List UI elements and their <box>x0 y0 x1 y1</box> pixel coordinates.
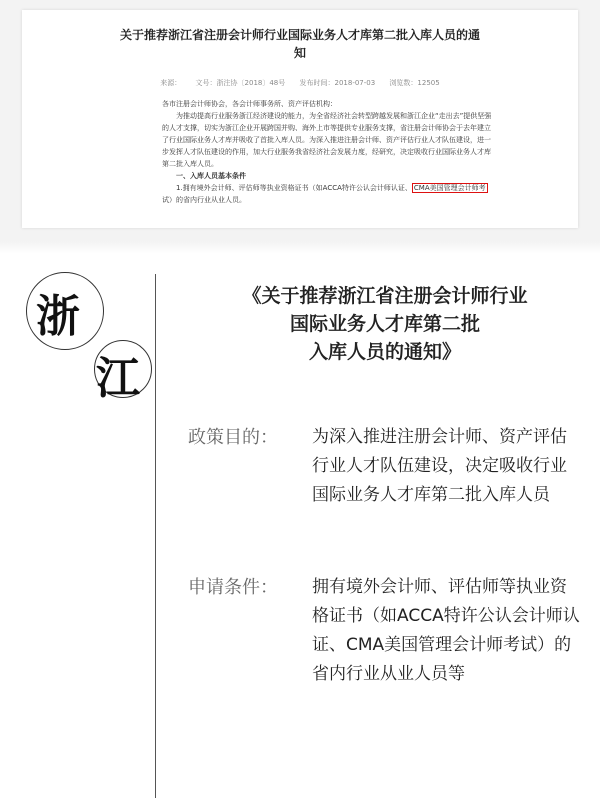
province-char-zhe: 浙 <box>36 291 80 342</box>
policy-value: 为深入推进注册会计师、资产评估行业人才队伍建设，决定吸收行业国际业务人才库第二批入库人员 <box>312 427 567 505</box>
vertical-divider <box>155 274 156 798</box>
blur-divider <box>0 240 600 254</box>
document-card <box>22 10 578 228</box>
province-char-jiang: 江 <box>96 353 140 404</box>
main-title-line1: 《关于推荐浙江省注册会计师行业 <box>242 285 528 307</box>
apply-label: 申请条件： <box>188 577 278 598</box>
highlight-box: CMA美国管理会计师考 <box>413 184 486 192</box>
main-title <box>190 282 580 366</box>
main-title-line2: 国际业务人才库第二批 <box>289 313 480 335</box>
section-heading: 一、入库人员基本条件 <box>176 172 246 180</box>
apply-value: 拥有境外会计师、评估师等执业资格证书（如ACCA特许公认会计师认证、CMA美国管理会计师考试）的省内行业从业人员等 <box>312 577 580 684</box>
meta-publish-time: 发布时间：2018-07-03 <box>299 79 376 87</box>
meta-views: 浏览数：12505 <box>389 79 440 87</box>
document-screenshot <box>0 0 600 240</box>
document-body <box>162 98 494 206</box>
meta-source: 来源： <box>160 79 182 87</box>
policy-label: 政策目的： <box>188 427 278 448</box>
condition-text-end: 试）的省内行业从业人员。 <box>162 196 246 204</box>
document-title <box>22 26 578 62</box>
document-title-line1: 关于推荐浙江省注册会计师行业国际业务人才库第二批入库人员的通 <box>119 28 480 42</box>
condition-text: 1.拥有境外会计师、评估师等执业资格证书（如ACCA特许公认会计师认证、 <box>176 184 412 192</box>
document-title-line2: 知 <box>293 46 306 60</box>
paragraph-intro: 为推动提高行业服务浙江经济建设的能力，为全省经济社会转型跨越发展和浙江企业“走出去”提供坚强的人才支撑，切实为浙江企业开展跨国并购、海外上市等提供专业服务支撑，省注册会计师协会于去年建立了行业国际业务人才库并吸收了首批入库人员。为深入推进注册会计师、资产评估行业人才队伍建设，进一步发挥人才队伍建设的作用，加大行业服务我省经济社会发展力度，经研究，决定吸收行业国际业务人才库第二批入库人员。 <box>162 112 492 168</box>
meta-doc-number: 文号：浙注协〔2018〕48号 <box>195 79 286 87</box>
condition-item <box>162 182 494 206</box>
salutation: 各市注册会计师协会，各会计师事务所、资产评估机构： <box>162 100 337 108</box>
main-title-line3: 入库人员的通知》 <box>308 341 461 363</box>
document-meta <box>22 78 578 88</box>
